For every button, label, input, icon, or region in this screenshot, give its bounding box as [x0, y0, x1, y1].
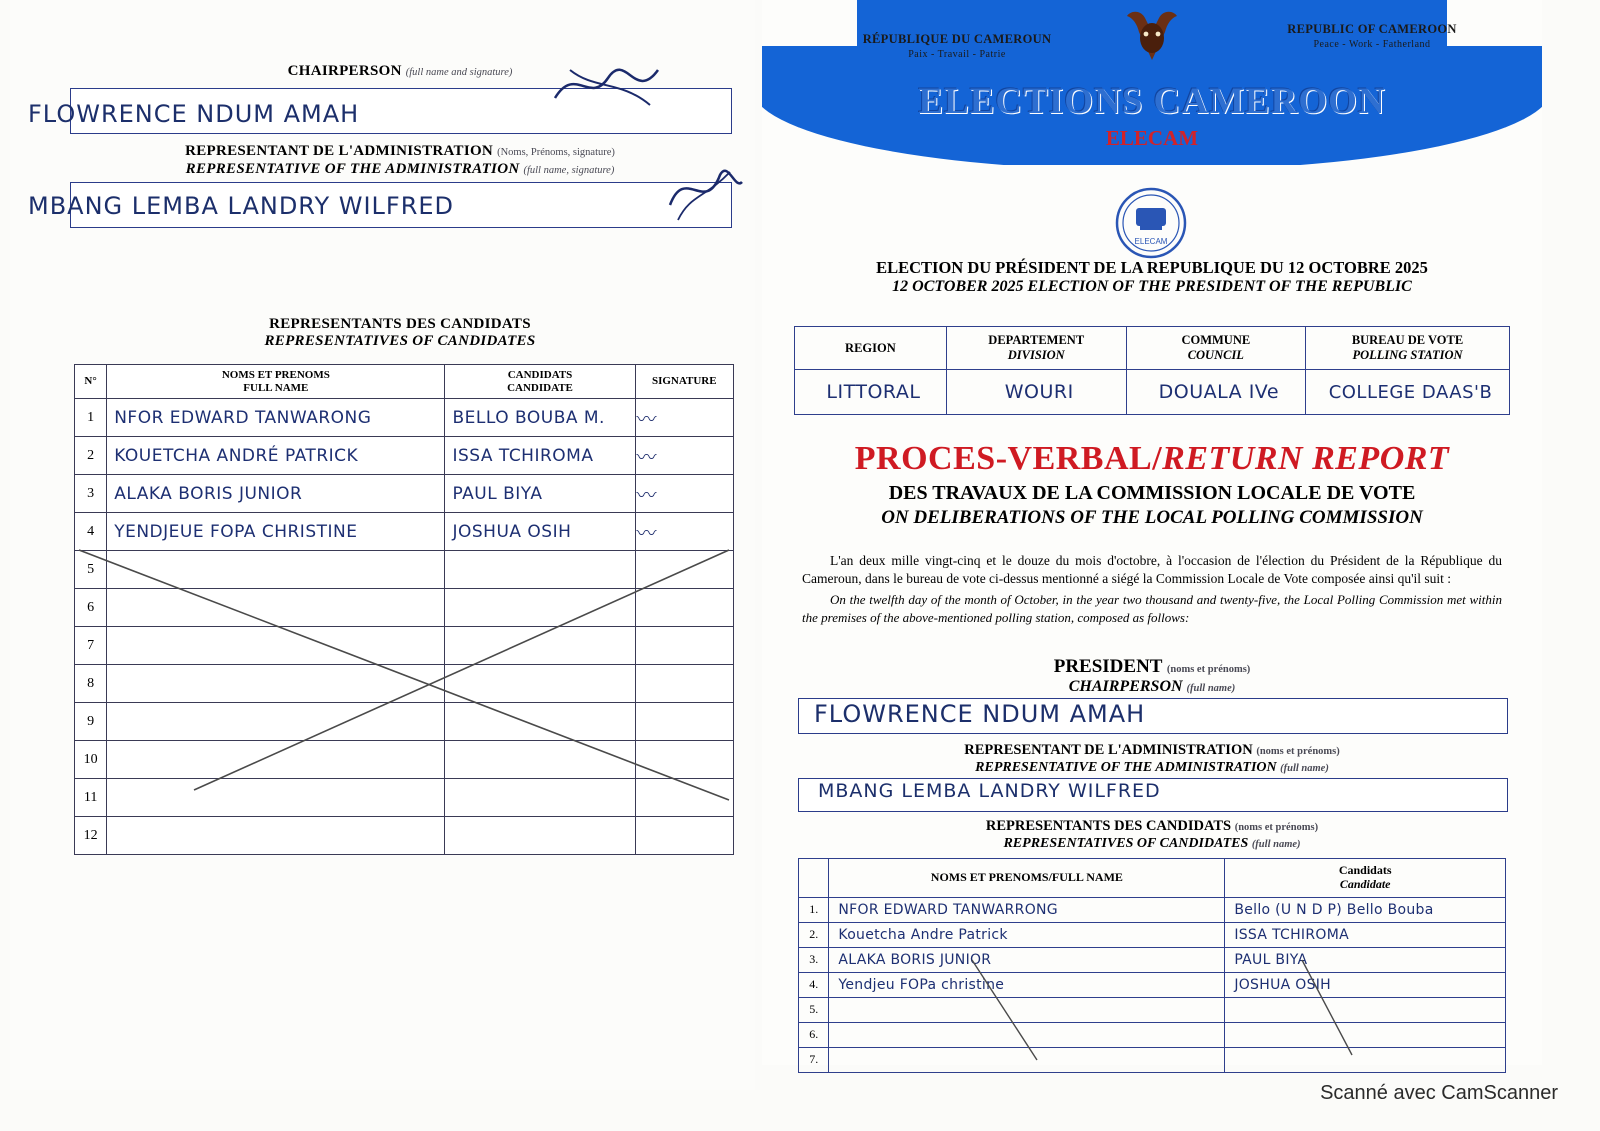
left-th-num: N°: [75, 365, 107, 399]
admin-label-fr: REPRESENTANT DE L'ADMINISTRATION: [964, 742, 1253, 758]
loc-th-station: [1306, 327, 1510, 370]
left-row-signature: 〰: [636, 521, 657, 546]
left-row-signature: 〰: [636, 407, 657, 432]
left-row-name: [107, 779, 445, 817]
loc-th-region-fr: REGION: [845, 340, 896, 355]
left-row-candidate: ISSA TCHIROMA: [452, 445, 594, 466]
president-label-fr-line: [794, 656, 1510, 678]
loc-th-council-en: COUNCIL: [1187, 348, 1244, 362]
loc-value-council-text: DOUALA IVe: [1158, 381, 1280, 403]
table-header-row: [75, 365, 734, 399]
president-label-fr: PRESIDENT: [1053, 656, 1163, 677]
banner-left-country-block: [822, 32, 1092, 60]
candidates-label-en-line: [794, 836, 1510, 852]
loc-value-station[interactable]: [1306, 370, 1510, 415]
left-page: [10, 0, 755, 1090]
left-row-candidate: JOSHUA OSIH: [452, 521, 572, 542]
admin-label-en: REPRESENTATIVE OF THE ADMINISTRATION: [975, 760, 1277, 775]
candidates-note-fr: (noms et prénoms): [1234, 822, 1319, 833]
left-row-candidate: [445, 703, 635, 741]
left-row-name: NFOR EDWARD TANWARONG: [114, 407, 372, 428]
right-th-name: NOMS ET PRENOMS/FULL NAME: [829, 859, 1225, 898]
left-row-signature: [635, 779, 733, 817]
left-admin-rep-label-en: REPRESENTATIVE OF THE ADMINISTRATION: [185, 161, 520, 177]
polling-location-table: [794, 326, 1510, 415]
right-row-num: 2.: [799, 922, 829, 947]
left-row-candidate: [445, 665, 635, 703]
left-row-name: [107, 703, 445, 741]
election-title-en: 12 OCTOBER 2025 ELECTION OF THE PRESIDENT OF THE REPUBLIC: [892, 278, 1412, 295]
right-row-name: NFOR EDWARD TANWARRONG: [838, 901, 1058, 918]
left-row-signature: 〰: [636, 483, 657, 508]
left-row-signature: [635, 817, 733, 855]
admin-label-en-line: [794, 760, 1510, 776]
right-row-candidate: PAUL BIYA: [1234, 951, 1308, 968]
banner-country-en: REPUBLIC OF CAMEROON: [1287, 22, 1457, 36]
left-chairperson-value: FLOWRENCE NDUM AMAH: [28, 100, 360, 128]
camscanner-watermark: Scanné avec CamScanner: [1320, 1082, 1558, 1104]
left-row-num: 5: [75, 551, 107, 589]
loc-th-council: [1126, 327, 1305, 370]
pv-title-sep: /: [1152, 440, 1163, 477]
right-page: [762, 0, 1542, 1065]
left-row-candidate: [445, 817, 635, 855]
right-th-num: [799, 859, 829, 898]
left-row-signature: [635, 703, 733, 741]
table-row: [75, 665, 734, 703]
banner-motto-fr: Paix - Travail - Patrie: [908, 49, 1006, 60]
admin-label-fr-line: [794, 742, 1510, 759]
loc-value-region-text: LITTORAL: [826, 381, 921, 403]
loc-th-station-fr: BUREAU DE VOTE: [1351, 333, 1464, 347]
right-th-candidate-fr: Candidats: [1338, 863, 1392, 877]
table-row: [75, 551, 734, 589]
table-row: [75, 779, 734, 817]
admin-value: MBANG LEMBA LANDRY WILFRED: [818, 780, 1161, 802]
cameroon-crest-icon: [1119, 8, 1185, 70]
left-row-num: 2: [75, 437, 107, 475]
left-row-signature: [635, 551, 733, 589]
pv-title-en: RETURN REPORT: [1162, 440, 1450, 477]
right-row-num: 3.: [799, 947, 829, 972]
left-th-candidate-fr: CANDIDATS: [507, 369, 573, 381]
table-row: [75, 741, 734, 779]
loc-value-division[interactable]: [946, 370, 1126, 415]
loc-th-region: [795, 327, 947, 370]
loc-value-council[interactable]: [1126, 370, 1305, 415]
admin-note-en: (full name): [1280, 763, 1329, 774]
table-row: [795, 370, 1510, 415]
pv-subtitle-en: ON DELIBERATIONS OF THE LOCAL POLLING COMMISSION: [881, 507, 1423, 528]
table-row: [75, 513, 734, 551]
left-chairperson-signature: [550, 60, 670, 120]
president-note-fr: (noms et prénoms): [1166, 664, 1251, 675]
admin-note-fr: (noms et prénoms): [1256, 746, 1340, 757]
return-report-heading: [794, 440, 1510, 529]
table-row: [75, 817, 734, 855]
president-value: FLOWRENCE NDUM AMAH: [814, 700, 1146, 728]
pv-title-line: [794, 440, 1510, 478]
right-th-candidate: [1225, 859, 1506, 898]
right-row-candidate: ISSA TCHIROMA: [1234, 926, 1349, 943]
left-row-signature: [635, 589, 733, 627]
left-row-num: 9: [75, 703, 107, 741]
table-row: [799, 897, 1506, 922]
right-th-candidate-en: Candidate: [1339, 876, 1391, 891]
left-row-name: KOUETCHA ANDRÉ PATRICK: [114, 445, 359, 466]
svg-text:ELECAM: ELECAM: [1134, 237, 1168, 246]
left-row-candidate: [445, 627, 635, 665]
elecam-seal-icon: [1114, 186, 1188, 260]
left-row-signature: [635, 627, 733, 665]
left-th-name-fr: NOMS ET PRENOMS: [221, 369, 330, 381]
left-row-name: YENDJEUE FOPA CHRISTINE: [114, 521, 358, 542]
table-row: [75, 589, 734, 627]
left-candidates-table: [74, 364, 734, 855]
loc-th-station-en: POLLING STATION: [1352, 348, 1463, 362]
left-admin-rep-note-fr: (Noms, Prénoms, signature): [497, 147, 615, 158]
table-row: [75, 703, 734, 741]
table-header-row: [795, 327, 1510, 370]
left-row-signature: 〰: [636, 445, 657, 470]
loc-value-region[interactable]: [795, 370, 947, 415]
left-admin-rep-label-fr: REPRESENTANT DE L'ADMINISTRATION: [185, 143, 494, 159]
left-row-num: 12: [75, 817, 107, 855]
left-row-name: ALAKA BORIS JUNIOR: [114, 483, 303, 504]
left-row-name: [107, 551, 445, 589]
left-row-name: [107, 589, 445, 627]
right-row-candidate: JOSHUA OSIH: [1234, 976, 1332, 993]
right-row-name: ALAKA BORIS JUNIOR: [838, 951, 992, 968]
left-candidates-label-fr: REPRESENTANTS DES CANDIDATS: [269, 316, 531, 332]
table-row: [75, 475, 734, 513]
left-chairperson-label-text: CHAIRPERSON: [287, 63, 402, 79]
left-candidates-label: [150, 316, 650, 350]
candidates-label-fr: REPRESENTANTS DES CANDIDATS: [985, 818, 1232, 834]
right-row-name: Yendjeu FOPa christine: [838, 976, 1005, 993]
left-row-candidate: BELLO BOUBA M.: [452, 407, 605, 428]
table-row: [75, 627, 734, 665]
left-row-candidate: PAUL BIYA: [452, 483, 543, 504]
table-header-row: [799, 859, 1506, 898]
candidates-note-en: (full name): [1251, 839, 1301, 850]
left-row-signature: [635, 665, 733, 703]
preamble-fr: L'an deux mille vingt-cinq et le douze du mois d'octobre, à l'occasion de l'élection du Président de la République du Cameroun, dans le bureau de vote ci-dessus mentionné a siégé la Commission Locale de Vote composée ainsi qu'il suit :: [802, 553, 1502, 587]
left-row-name: [107, 665, 445, 703]
left-row-candidate: [445, 779, 635, 817]
right-row-num: 7.: [799, 1047, 829, 1072]
left-admin-rep-label: [150, 142, 650, 178]
preamble-paragraph: [802, 552, 1502, 627]
left-row-signature: [635, 741, 733, 779]
left-th-candidate-en: CANDIDATE: [507, 381, 573, 394]
table-row: [75, 437, 734, 475]
left-th-signature: SIGNATURE: [635, 365, 733, 399]
banner-right-country-block: [1242, 22, 1502, 50]
right-row-num: 6.: [799, 1022, 829, 1047]
left-admin-rep-value: MBANG LEMBA LANDRY WILFRED: [28, 192, 455, 220]
left-row-num: 8: [75, 665, 107, 703]
loc-value-station-text: COLLEGE DAAS'B: [1328, 381, 1493, 403]
president-label-en-line: [794, 678, 1510, 696]
pv-title-fr: PROCES-VERBAL: [854, 440, 1153, 477]
loc-th-council-fr: COMMUNE: [1181, 333, 1251, 347]
left-row-num: 7: [75, 627, 107, 665]
banner-motto-en: Peace - Work - Fatherland: [1313, 39, 1431, 50]
left-row-num: 6: [75, 589, 107, 627]
banner-title: ELECTIONS CAMEROON: [918, 81, 1386, 122]
left-row-name: [107, 817, 445, 855]
left-th-name-en: FULL NAME: [243, 381, 309, 394]
candidates-label-fr-line: [794, 818, 1510, 835]
right-row-num: 1.: [799, 897, 829, 922]
elecam-banner: [762, 0, 1542, 165]
loc-th-division-fr: DEPARTEMENT: [988, 333, 1085, 347]
left-row-candidate: [445, 741, 635, 779]
left-row-num: 4: [75, 513, 107, 551]
president-label-en: CHAIRPERSON: [1068, 678, 1183, 695]
left-row-candidate: [445, 551, 635, 589]
right-row-candidate: Bello (U N D P) Bello Bouba: [1234, 901, 1434, 918]
table-row: [799, 922, 1506, 947]
left-row-name: [107, 627, 445, 665]
left-row-name: [107, 741, 445, 779]
left-row-num: 10: [75, 741, 107, 779]
left-th-candidate: [445, 365, 635, 399]
right-row-num: 5.: [799, 997, 829, 1022]
table-row: [75, 399, 734, 437]
preamble-en: On the twelfth day of the month of October, in the year two thousand and twenty-five, the Local Polling Commission met within the premises of the above-mentioned polling station, composed as follows:: [802, 592, 1502, 625]
banner-subtitle: ELECAM: [1105, 126, 1199, 150]
candidates-label-en: REPRESENTATIVES OF CANDIDATES: [1003, 836, 1249, 851]
right-empty-rows-strikethrough: [942, 955, 1562, 1065]
president-note-en: (full name): [1186, 683, 1236, 694]
loc-value-division-text: WOURI: [1004, 381, 1074, 403]
loc-th-division-en: DIVISION: [1007, 348, 1065, 362]
left-th-name: [107, 365, 445, 399]
left-row-num: 11: [75, 779, 107, 817]
left-row-candidate: [445, 589, 635, 627]
left-candidates-label-en: REPRESENTATIVES OF CANDIDATES: [264, 333, 536, 349]
loc-th-division: [946, 327, 1126, 370]
left-admin-rep-signature: [660, 160, 750, 230]
banner-country-fr: RÉPUBLIQUE DU CAMEROUN: [862, 32, 1052, 46]
left-admin-rep-note-en: (full name, signature): [523, 165, 615, 176]
pv-subtitle-fr: DES TRAVAUX DE LA COMMISSION LOCALE DE VOTE: [888, 482, 1416, 504]
right-row-num: 4.: [799, 972, 829, 997]
right-row-name: Kouetcha Andre Patrick: [838, 926, 1008, 943]
left-row-num: 1: [75, 399, 107, 437]
left-row-num: 3: [75, 475, 107, 513]
left-chairperson-label-note: (full name and signature): [405, 67, 513, 78]
election-title-fr: ELECTION DU PRÉSIDENT DE LA REPUBLIQUE DU 12 OCTOBRE 2025: [876, 258, 1428, 277]
